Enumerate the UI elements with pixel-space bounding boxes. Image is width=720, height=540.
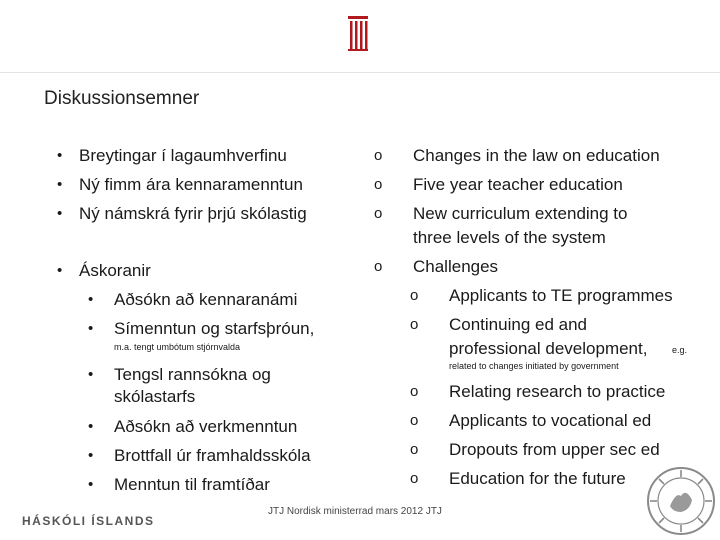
right-main-item: Changes in the law on education bbox=[413, 146, 660, 165]
header-divider bbox=[0, 72, 720, 73]
brand-wordmark: HÁSKÓLI ÍSLANDS bbox=[22, 514, 155, 528]
bullet: • bbox=[88, 366, 94, 383]
ring-bullet: o bbox=[410, 441, 419, 458]
left-main-item: Ný fimm ára kennaramenntun bbox=[79, 175, 303, 194]
right-main-item-continuation: three levels of the system bbox=[413, 228, 606, 247]
bullet: • bbox=[57, 262, 63, 279]
university-logo bbox=[338, 12, 378, 54]
left-sub-item: Brottfall úr framhaldsskóla bbox=[114, 446, 311, 465]
right-main-item: New curriculum extending to bbox=[413, 204, 628, 223]
ring-bullet: o bbox=[374, 258, 383, 275]
right-note: related to changes initiated by government bbox=[449, 361, 619, 371]
slide-title: Diskussionsemner bbox=[44, 88, 200, 109]
right-sub-item: Applicants to TE programmes bbox=[449, 286, 673, 305]
bullet: • bbox=[57, 205, 63, 222]
footer-text: JTJ Nordisk ministerrad mars 2012 JTJ bbox=[268, 506, 442, 517]
left-sub-item: Aðsókn að kennaranámi bbox=[114, 290, 298, 309]
eg-label: e.g. bbox=[672, 345, 688, 355]
ring-bullet: o bbox=[410, 316, 419, 333]
bullet: • bbox=[88, 476, 94, 493]
left-sub-item-continuation: skólastarfs bbox=[114, 387, 196, 406]
right-sub-item-continuation: professional development, bbox=[449, 339, 648, 358]
bullet: • bbox=[57, 147, 63, 164]
bullet: • bbox=[88, 320, 94, 337]
ring-bullet: o bbox=[410, 470, 419, 487]
left-main-item: Breytingar í lagaumhverfinu bbox=[79, 146, 287, 165]
left-sub-item: Símenntun og starfsþróun, bbox=[114, 319, 315, 338]
right-main-item: Five year teacher education bbox=[413, 175, 623, 194]
right-sub-item: Relating research to practice bbox=[449, 382, 666, 401]
right-main-item: Challenges bbox=[413, 257, 499, 276]
right-sub-item: Education for the future bbox=[449, 469, 626, 488]
ring-bullet: o bbox=[374, 205, 383, 222]
bullet: • bbox=[88, 418, 94, 435]
left-main-item: Ný námskrá fyrir þrjú skólastig bbox=[79, 204, 307, 223]
bullet: • bbox=[57, 176, 63, 193]
right-sub-item: Dropouts from upper sec ed bbox=[449, 440, 660, 459]
bullet: • bbox=[88, 291, 94, 308]
ring-bullet: o bbox=[374, 147, 383, 164]
university-seal-icon bbox=[646, 466, 716, 536]
ring-bullet: o bbox=[374, 176, 383, 193]
right-sub-item: Continuing ed and bbox=[449, 315, 588, 334]
right-sub-item: Applicants to vocational ed bbox=[449, 411, 652, 430]
ring-bullet: o bbox=[410, 287, 419, 304]
ring-bullet: o bbox=[410, 412, 419, 429]
bullet: • bbox=[88, 447, 94, 464]
left-note: m.a. tengt umbótum stjórnvalda bbox=[114, 342, 241, 352]
left-main-item: Áskoranir bbox=[79, 261, 151, 280]
left-sub-item: Aðsókn að verkmenntun bbox=[114, 417, 298, 436]
left-sub-item: Tengsl rannsókna og bbox=[114, 365, 271, 384]
left-sub-item: Menntun til framtíðar bbox=[114, 475, 270, 494]
ring-bullet: o bbox=[410, 383, 419, 400]
